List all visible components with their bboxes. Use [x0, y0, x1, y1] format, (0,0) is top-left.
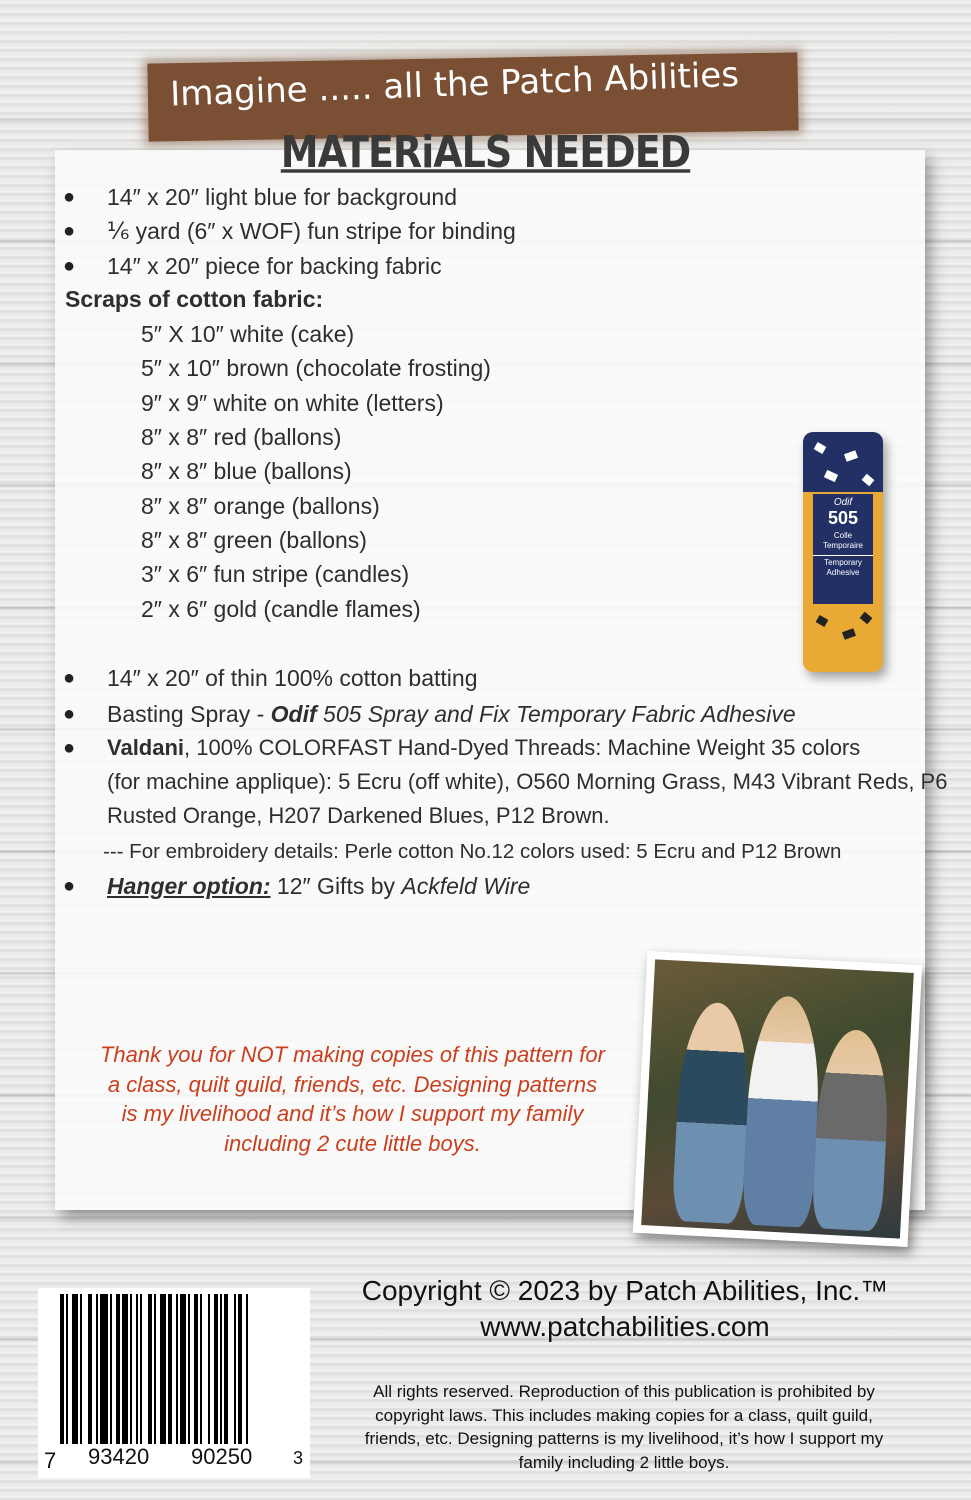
- embroidery-note: --- For embroidery details: Perle cotton No.12 colors used: 5 Ecru and P12 Brown: [103, 840, 842, 863]
- barcode-bar: [246, 1294, 248, 1444]
- scraps-heading: Scraps of cotton fabric:: [65, 286, 324, 312]
- barcode-bar: [60, 1294, 64, 1444]
- bullet: ●: [63, 220, 76, 242]
- scrap-item: 8″ x 8″ green (ballons): [141, 527, 367, 553]
- scrap-item: 8″ x 8″ orange (ballons): [141, 493, 380, 519]
- scrap-item: 8″ x 8″ red (ballons): [141, 424, 342, 450]
- barcode-bar: [234, 1294, 236, 1444]
- barcode-bar: [72, 1294, 78, 1444]
- barcode-bar: [66, 1294, 68, 1444]
- fine-print-line: All rights reserved. Reproduction of this publication is prohibited by: [373, 1382, 875, 1401]
- thanks-line: is my livelihood and it’s how I support my family: [121, 1101, 584, 1126]
- fine-print-line: copyright laws. This includes making copies for a class, quilt guild,: [375, 1405, 873, 1425]
- material-item: ⅙ yard (6″ x WOF) fun stripe for binding: [107, 218, 516, 244]
- barcode-bar: [224, 1294, 228, 1444]
- thanks-note: [60, 1040, 645, 1158]
- thanks-line: Thank you for NOT making copies of this pattern for: [99, 1042, 605, 1067]
- valdani-brand: Valdani: [107, 735, 185, 760]
- valdani-line: (for machine applique): 5 Ecru (off white), O560 Morning Grass, M43 Vibrant Reds, P6: [107, 769, 948, 794]
- barcode-bar: [80, 1294, 82, 1444]
- barcode-bar: [122, 1294, 128, 1444]
- fine-print-line: family including 2 little boys.: [518, 1452, 730, 1472]
- barcode-bar: [200, 1294, 202, 1444]
- barcode-bar: [154, 1294, 156, 1444]
- fine-print: [318, 1380, 930, 1474]
- barcode-digit: 7: [44, 1448, 57, 1473]
- valdani-line: Rusted Orange, H207 Darkened Blues, P12 Brown.: [107, 803, 610, 828]
- scrap-item: 9″ x 9″ white on white (letters): [141, 390, 444, 416]
- barcode-bar: [238, 1294, 242, 1444]
- family-photo: [633, 951, 922, 1247]
- barcode-bar: [208, 1294, 210, 1444]
- material-item-valdani: [107, 735, 860, 761]
- barcode-bar: [130, 1294, 132, 1444]
- barcode-bar: [220, 1294, 222, 1444]
- barcode-bar: [160, 1294, 166, 1444]
- can-label: [813, 494, 873, 604]
- barcode-digit: 3: [293, 1448, 304, 1468]
- page-title-text: MATERiALS NEEDED: [280, 126, 691, 178]
- fine-print-line: friends, etc. Designing patterns is my livelihood, it’s how I support my: [364, 1429, 884, 1448]
- banner-text: Imagine ..... all the Patch Abilities: [169, 54, 740, 115]
- barcode-digit: 90250: [191, 1444, 253, 1469]
- scrap-item: 3″ x 6″ fun stripe (candles): [141, 561, 410, 587]
- bullet: ●: [63, 667, 76, 689]
- bullet: ●: [63, 703, 76, 725]
- scrap-item: 8″ x 8″ blue (ballons): [141, 458, 352, 484]
- barcode-bar: [214, 1294, 218, 1444]
- spray-can-image: [803, 432, 883, 672]
- barcode-digit: 93420: [88, 1444, 150, 1469]
- valdani-line: , 100% COLORFAST Hand-Dyed Threads: Machine Weight 35 colors: [184, 735, 861, 760]
- barcode-bar: [168, 1294, 172, 1444]
- can-number: 505: [827, 508, 859, 528]
- barcode: [38, 1288, 310, 1478]
- barcode-bar: [140, 1294, 142, 1444]
- basting-product: 505 Spray and Fix Temporary Fabric Adhesive: [316, 701, 796, 727]
- thanks-line: a class, quilt guild, friends, etc. Designing patterns: [107, 1071, 598, 1097]
- copyright: Copyright © 2023 by Patch Abilities, Inc.™: [361, 1275, 889, 1306]
- barcode-bar: [188, 1294, 190, 1444]
- bullet: ●: [63, 255, 76, 277]
- basting-prefix: Basting Spray -: [107, 701, 271, 727]
- barcode-bar: [96, 1294, 98, 1444]
- material-item-batting: 14″ x 20″ of thin 100% cotton batting: [107, 665, 478, 691]
- hanger-brand: Ackfeld Wire: [401, 873, 531, 899]
- barcode-bar: [148, 1294, 152, 1444]
- barcode-bar: [88, 1294, 92, 1444]
- scrap-item: 2″ x 6″ gold (candle flames): [141, 596, 421, 622]
- bullet: ●: [63, 186, 76, 208]
- barcode-bar: [110, 1294, 112, 1444]
- can-text-fr: Colle Temporaire: [822, 531, 863, 550]
- can-brand: Odif: [833, 497, 853, 508]
- material-item-hanger: [107, 873, 530, 900]
- material-item: 14″ x 20″ light blue for background: [107, 184, 458, 210]
- scrap-item: 5″ X 10″ white (cake): [141, 321, 355, 347]
- website-link[interactable]: www.patchabilities.com: [480, 1311, 770, 1342]
- barcode-bar: [194, 1294, 198, 1444]
- barcode-bar: [176, 1294, 178, 1444]
- barcode-bar: [100, 1294, 108, 1444]
- barcode-bar: [116, 1294, 120, 1444]
- bullet: ●: [63, 737, 76, 759]
- barcode-bar: [180, 1294, 186, 1444]
- barcode-bars: [60, 1294, 288, 1444]
- thanks-line: including 2 cute little boys.: [224, 1130, 481, 1156]
- scrap-item: 5″ x 10″ brown (chocolate frosting): [141, 355, 491, 381]
- material-item-basting: [107, 701, 796, 728]
- page-title: [0, 126, 971, 178]
- barcode-bar: [136, 1294, 138, 1444]
- basting-brand: Odif: [270, 701, 317, 727]
- hanger-label: Hanger option:: [107, 873, 271, 899]
- bullet: ●: [63, 875, 76, 897]
- hanger-text: 12″ Gifts by: [270, 873, 402, 899]
- can-text-en: Temporary Adhesive: [813, 555, 873, 578]
- material-item: 14″ x 20″ piece for backing fabric: [107, 253, 442, 279]
